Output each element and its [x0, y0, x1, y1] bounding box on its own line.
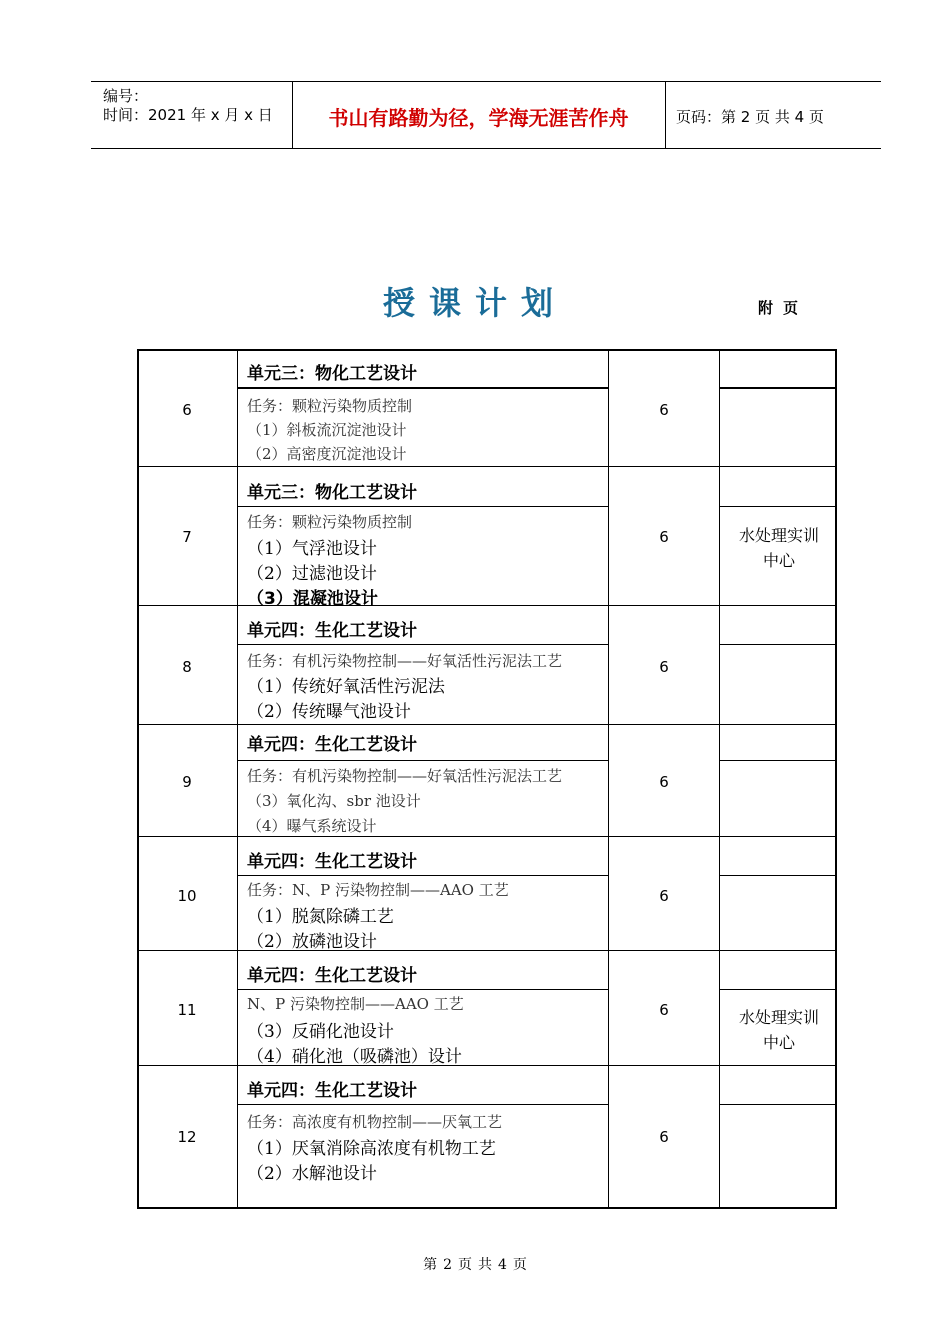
header-motto-cell [292, 82, 666, 148]
motto-text: 书山有路勤为径，学海无涯苦作舟 [328, 106, 629, 130]
hours-value: 6 [659, 773, 669, 791]
unit-title: 单元四：生化工艺设计 [247, 966, 417, 986]
serial-label: 编号： [103, 87, 149, 105]
subtopic: （1）气浮池设计 [247, 539, 377, 559]
table-row [137, 606, 837, 725]
hours-value: 6 [659, 401, 669, 419]
footer-text: 第 [423, 1257, 438, 1273]
subtopic: （1）厌氧消除高浓度有机物工艺 [247, 1139, 496, 1159]
subtopic: （2）传统曝气池设计 [247, 702, 411, 722]
week-number: 7 [182, 528, 192, 546]
hours-value: 6 [659, 887, 669, 905]
footer-total-pages: 4 [498, 1257, 507, 1273]
subtopic: （3）混凝池设计 [247, 589, 378, 609]
task-text: 任务：有机污染物控制——好氧活性污泥法工艺 [247, 652, 563, 670]
appendix-label: 附页 [758, 299, 809, 317]
unit-title: 单元三：物化工艺设计 [247, 364, 417, 384]
footer-page-number: 2 [443, 1257, 452, 1273]
week-number: 11 [177, 1001, 197, 1019]
location-value: 水处理实训 中心 [738, 1008, 819, 1052]
subtopic: （1）传统好氧活性污泥法 [247, 677, 445, 697]
hours-value: 6 [659, 658, 669, 676]
subtopic: （4）硝化池（吸磷池）设计 [247, 1047, 462, 1067]
subtopic: （2）放磷池设计 [247, 932, 377, 952]
unit-title: 单元四：生化工艺设计 [247, 621, 417, 641]
week-number: 8 [182, 658, 192, 676]
week-number: 9 [182, 773, 192, 791]
unit-title: 单元四：生化工艺设计 [247, 1081, 417, 1101]
table-row [137, 349, 837, 467]
subtopic: （1）斜板流沉淀池设计 [247, 421, 407, 439]
footer-text: 共 [478, 1257, 492, 1273]
task-text: 任务：N、P 污染物控制——AAO 工艺 [247, 881, 509, 899]
subtopic: （2）过滤池设计 [247, 564, 377, 584]
header-page-cell [666, 82, 881, 148]
page-footer [0, 1254, 950, 1274]
subtopic: （2）水解池设计 [247, 1164, 377, 1184]
subtopic: （2）高密度沉淀池设计 [247, 445, 407, 463]
week-number: 6 [182, 401, 192, 419]
task-text: 任务：颗粒污染物质控制 [247, 513, 413, 531]
table-row [137, 837, 837, 951]
hours-value: 6 [659, 1128, 669, 1146]
header-meta-cell [91, 82, 293, 148]
unit-title: 单元四：生化工艺设计 [247, 735, 417, 755]
hours-value: 6 [659, 528, 669, 546]
subtopic: （1）脱氮除磷工艺 [247, 907, 394, 927]
time-label: 时间：2021 年 x 月 x 日 [103, 106, 273, 124]
subtopic: （4）曝气系统设计 [247, 817, 377, 835]
unit-title: 单元四：生化工艺设计 [247, 852, 417, 872]
document-header [91, 81, 881, 149]
unit-title: 单元三：物化工艺设计 [247, 483, 417, 503]
hours-value: 6 [659, 1001, 669, 1019]
subtopic: （3）氧化沟、sbr 池设计 [247, 792, 421, 810]
week-number: 10 [177, 887, 197, 905]
schedule-table [137, 349, 837, 1209]
footer-text: 页 [458, 1257, 472, 1273]
location-value: 水处理实训 中心 [738, 526, 819, 570]
table-row [137, 951, 837, 1066]
task-text: 任务：高浓度有机物控制——厌氧工艺 [247, 1113, 503, 1131]
page-title: 授课计划 [382, 284, 567, 322]
task-text: 任务：颗粒污染物质控制 [247, 397, 413, 415]
footer-text: 页 [512, 1257, 527, 1273]
subtopic: （3）反硝化池设计 [247, 1022, 394, 1042]
week-number: 12 [177, 1128, 197, 1146]
table-row [137, 467, 837, 609]
table-row [137, 1066, 837, 1209]
task-text: 任务：有机污染物控制——好氧活性污泥法工艺 [247, 767, 563, 785]
table-row [137, 725, 837, 837]
task-text: N、P 污染物控制——AAO 工艺 [247, 995, 464, 1013]
page-label: 页码：第 2 页 共 4 页 [676, 108, 824, 126]
